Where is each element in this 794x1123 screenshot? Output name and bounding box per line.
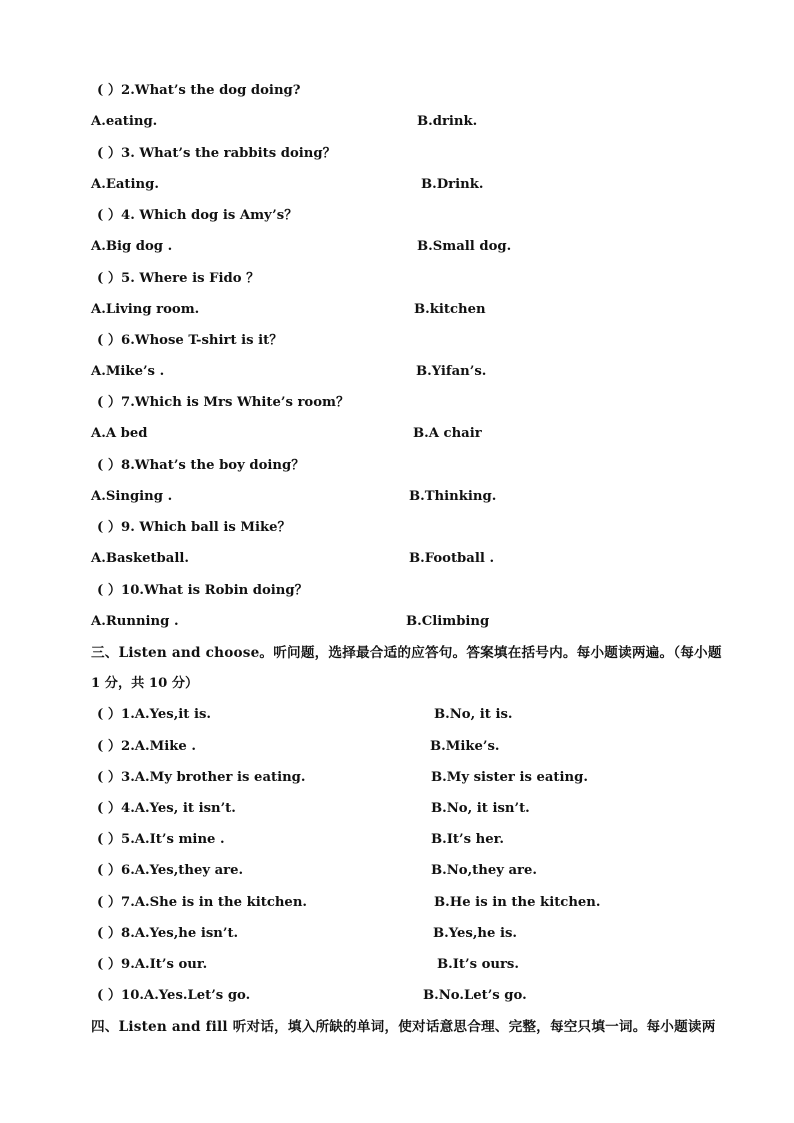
answer-row: ( ）9.A.It’s our. <box>97 957 208 972</box>
question-text: ( ）10.What is Robin doing？ <box>97 583 308 598</box>
option-b: B.No.Let’s go. <box>423 988 527 1003</box>
option-a: A.A bed <box>91 426 148 441</box>
answer-row: ( ）2.A.Mike . <box>97 739 196 754</box>
option-b: B.My sister is eating. <box>431 770 588 785</box>
section-heading: 三、Listen and choose。听问题，选择最合适的应答句。答案填在括号内。每小题读两遍。（每小题 <box>91 645 722 661</box>
option-a: A.Living room. <box>91 302 200 317</box>
option-a: A.Singing . <box>91 489 173 504</box>
option-b: B.kitchen <box>414 302 486 317</box>
option-b: B.Climbing <box>406 614 490 629</box>
option-b: B.He is in the kitchen. <box>434 895 601 910</box>
option-a: A.Running . <box>91 614 179 629</box>
option-b: B.No, it isn’t. <box>431 801 530 816</box>
question-text: ( ）8.What’s the boy doing？ <box>97 458 305 473</box>
answer-row: ( ）10.A.Yes.Let’s go. <box>97 988 251 1003</box>
option-a: A.Eating. <box>91 177 159 192</box>
option-b: B.Football . <box>409 551 495 566</box>
option-b: B.Yifan’s. <box>416 364 487 379</box>
question-text: ( ）4. Which dog is Amy’s？ <box>97 208 298 223</box>
option-b: B.It’s ours. <box>437 957 519 972</box>
answer-row: ( ）3.A.My brother is eating. <box>97 770 306 785</box>
option-b: B.It’s her. <box>431 832 504 847</box>
section-heading-continued: 1 分，共 10 分） <box>91 676 199 691</box>
question-text: ( ）7.Which is Mrs White’s room？ <box>97 395 350 410</box>
option-a: A.Mike’s . <box>91 364 165 379</box>
answer-row: ( ）8.A.Yes,he isn’t. <box>97 926 239 941</box>
answer-row: ( ）7.A.She is in the kitchen. <box>97 895 308 910</box>
answer-row: ( ）6.A.Yes,they are. <box>97 863 244 878</box>
question-text: ( ）9. Which ball is Mike？ <box>97 520 291 535</box>
question-text: ( ）2.What’s the dog doing? <box>97 83 301 98</box>
answer-row: ( ）1.A.Yes,it is. <box>97 707 211 722</box>
option-b: B.drink. <box>417 114 478 129</box>
section-heading: 四、Listen and fill 听对话，填入所缺的单词，使对话意思合理、完整，每空只填一词。每小题读两 <box>91 1019 716 1035</box>
option-b: B.Mike’s. <box>430 739 500 754</box>
option-b: B.Thinking. <box>409 489 497 504</box>
option-a: A.eating. <box>91 114 158 129</box>
option-b: B.No,they are. <box>431 863 537 878</box>
question-text: ( ）6.Whose T-shirt is it？ <box>97 333 283 348</box>
option-a: A.Basketball. <box>91 551 189 566</box>
option-b: B.A chair <box>413 426 482 441</box>
option-b: B.Drink. <box>421 177 484 192</box>
option-a: A.Big dog . <box>91 239 173 254</box>
option-b: B.Yes,he is. <box>433 926 518 941</box>
answer-row: ( ）4.A.Yes, it isn’t. <box>97 801 236 816</box>
answer-row: ( ）5.A.It’s mine . <box>97 832 225 847</box>
question-text: ( ）5. Where is Fido ？ <box>97 271 260 286</box>
option-b: B.No, it is. <box>434 707 513 722</box>
option-b: B.Small dog. <box>417 239 512 254</box>
question-text: ( ）3. What’s the rabbits doing？ <box>97 146 336 161</box>
